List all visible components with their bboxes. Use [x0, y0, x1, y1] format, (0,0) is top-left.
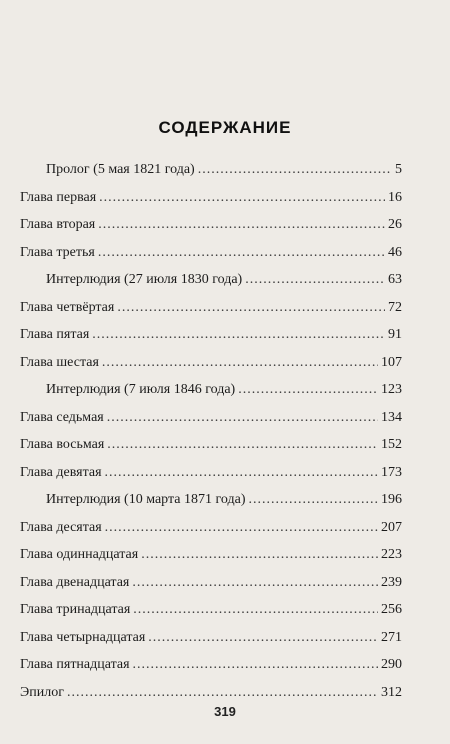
- toc-entry-page: 256: [381, 602, 402, 617]
- toc-entry-title: Интерлюдия (27 июля 1830 года): [46, 272, 243, 287]
- toc-entry-page: 196: [381, 492, 402, 507]
- dot-leader: [107, 404, 378, 432]
- dot-leader: [98, 211, 385, 239]
- page-number: 319: [214, 704, 236, 719]
- toc-entry-page: 91: [388, 327, 402, 342]
- toc-entry: [20, 266, 402, 294]
- toc-entry-page: 5: [395, 162, 402, 177]
- toc-entry-page: 223: [381, 547, 402, 562]
- dot-leader: [245, 266, 385, 294]
- toc-entry-title: Глава десятая: [20, 519, 102, 535]
- toc-entry-page: 290: [381, 657, 402, 672]
- toc-entry-title: Глава четырнадцатая: [20, 629, 146, 645]
- toc-entry-page: 123: [381, 382, 402, 397]
- toc-entry: [20, 679, 402, 707]
- dot-leader: [133, 596, 378, 624]
- dot-leader: [67, 679, 378, 707]
- dot-leader: [92, 321, 385, 349]
- toc-entry: [20, 514, 402, 542]
- toc-entry-title: Интерлюдия (7 июля 1846 года): [46, 382, 236, 397]
- toc-entry-page: 63: [388, 272, 402, 287]
- toc-entry-page: 173: [381, 464, 402, 480]
- toc-entry: [20, 294, 402, 322]
- dot-leader: [132, 569, 378, 597]
- toc-entry: [20, 486, 402, 514]
- dot-leader: [249, 486, 379, 514]
- toc-entry: [20, 321, 402, 349]
- toc-entry-title: Глава восьмая: [20, 437, 105, 452]
- toc-entry-title: Интерлюдия (10 марта 1871 года): [46, 492, 246, 507]
- toc-entry: [20, 376, 402, 404]
- dot-leader: [102, 349, 378, 377]
- dot-leader: [238, 376, 378, 404]
- dot-leader: [133, 651, 378, 679]
- toc-entry-title: Глава шестая: [20, 354, 99, 370]
- toc-entry-title: Глава двенадцатая: [20, 574, 130, 590]
- toc-entry-title: Глава первая: [20, 189, 97, 205]
- toc-entry-title: Глава одиннадцатая: [20, 547, 139, 562]
- toc-entry: [20, 541, 402, 569]
- toc-entry: [20, 596, 402, 624]
- toc-entry-page: 46: [388, 244, 402, 260]
- table-of-contents: [20, 156, 402, 706]
- toc-entry-page: 239: [381, 574, 402, 590]
- toc-entry: [20, 349, 402, 377]
- toc-entry-page: 271: [381, 629, 402, 645]
- toc-entry-page: 207: [381, 519, 402, 535]
- toc-entry: [20, 184, 402, 212]
- toc-entry-title: Глава седьмая: [20, 409, 104, 425]
- toc-entry-title: Глава девятая: [20, 464, 102, 480]
- toc-entry: [20, 404, 402, 432]
- page-title: СОДЕРЖАНИЕ: [158, 118, 292, 137]
- toc-entry-title: Глава тринадцатая: [20, 602, 131, 617]
- toc-entry: [20, 211, 402, 239]
- toc-entry-title: Эпилог: [20, 684, 64, 700]
- dot-leader: [107, 431, 378, 459]
- dot-leader: [148, 624, 378, 652]
- dot-leader: [117, 294, 385, 322]
- toc-entry: [20, 431, 402, 459]
- toc-entry-title: Глава вторая: [20, 217, 96, 232]
- toc-entry-title: Глава пятнадцатая: [20, 657, 130, 672]
- toc-entry-title: Глава четвёртая: [20, 299, 115, 315]
- toc-entry-title: Пролог (5 мая 1821 года): [46, 162, 195, 177]
- toc-entry-page: 72: [388, 299, 402, 315]
- dot-leader: [99, 184, 385, 212]
- toc-entry-title: Глава пятая: [20, 327, 90, 342]
- dot-leader: [141, 541, 378, 569]
- dot-leader: [105, 514, 378, 542]
- toc-entry: [20, 239, 402, 267]
- toc-entry-page: 152: [381, 437, 402, 452]
- toc-entry: [20, 156, 402, 184]
- toc-entry-title: Глава третья: [20, 244, 95, 260]
- toc-entry-page: 312: [381, 684, 402, 700]
- toc-entry: [20, 624, 402, 652]
- dot-leader: [98, 239, 385, 267]
- toc-entry: [20, 569, 402, 597]
- toc-entry-page: 16: [388, 189, 402, 205]
- toc-entry-page: 107: [381, 354, 402, 370]
- dot-leader: [105, 459, 378, 487]
- toc-entry-page: 26: [388, 217, 402, 232]
- dot-leader: [198, 156, 392, 184]
- toc-entry: [20, 459, 402, 487]
- toc-entry-page: 134: [381, 409, 402, 425]
- toc-entry: [20, 651, 402, 679]
